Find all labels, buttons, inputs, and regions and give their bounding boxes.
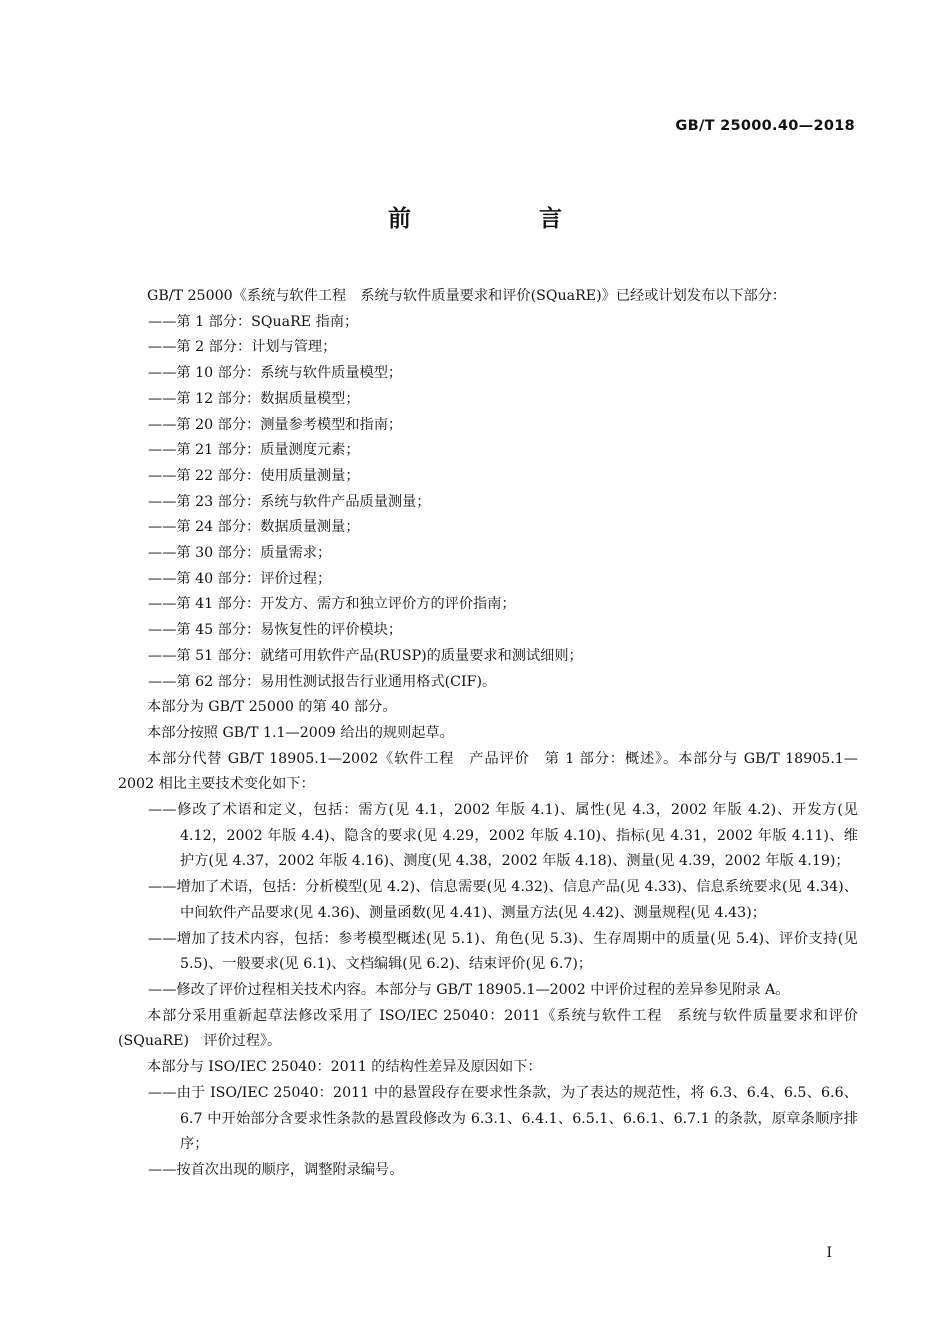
list-item: ——第 22 部分：使用质量测量； [148,467,360,484]
list-item: ——增加了术语，包括：分析模型(见 4.2)、信息需要(见 4.32)、信息产品(见 4.33)、信息系统要求(见 4.34)、中间软件产品要求(见 4.36)、测量函数(见 4.41)、测量方法(见 4.42)、测量规程(见 4.43)； [148,879,858,921]
list-item: ——增加了技术内容，包括：参考模型概述(见 5.1)、角色(见 5.3)、生存周期中的质量(见 5.4)、评价支持(见 5.5)、一般要求(见 6.1)、文档编辑(见 6.2)、结束评价(见 6.7)； [148,930,858,973]
list-item: ——第 10 部分：系统与软件质量模型； [148,365,403,382]
changes-list [118,798,858,1004]
adopt-paragraph: 本部分采用重新起草法修改采用了 ISO/IEC 25040：2011《系统与软件工程 系统与软件质量要求和评价(SQuaRE) 评价过程》。 [118,1007,858,1050]
list-item: ——第 20 部分：测量参考模型和指南； [148,416,403,433]
rules-paragraph: 本部分按照 GB/T 1.1—2009 给出的规则起草。 [147,724,454,741]
parts-list [118,310,858,696]
list-item: ——第 30 部分：质量需求； [148,545,332,562]
list-item: ——第 40 部分：评价过程； [148,570,332,587]
list-item: ——第 23 部分：系统与软件产品质量测量； [148,493,431,510]
list-item: ——按首次出现的顺序，调整附录编号。 [148,1161,404,1178]
list-item: ——修改了评价过程相关技术内容。本部分与 GB/T 18905.1—2002 中评价过程的差异参见附录 A。 [148,981,790,998]
list-item: ——第 21 部分：质量测度元素； [148,442,360,459]
list-item: ——第 24 部分：数据质量测量； [148,519,360,536]
part-of-paragraph: 本部分为 GB/T 25000 的第 40 部分。 [147,699,397,716]
standard-number: GB/T 25000.40—2018 [675,118,855,134]
replace-paragraph: 本部分代替 GB/T 18905.1—2002《软件工程 产品评价 第 1 部分：概述》。本部分与 GB/T 18905.1—2002 相比主要技术变化如下： [118,750,858,793]
list-item: ——第 51 部分：就绪可用软件产品(RUSP)的质量要求和测试细则； [148,647,583,664]
list-item: ——第 45 部分：易恢复性的评价模块； [148,622,403,639]
difference-paragraph: 本部分与 ISO/IEC 25040：2011 的结构性差异及原因如下： [147,1059,542,1076]
page-number: I [826,1245,832,1261]
differences-list [118,1081,858,1184]
list-item: ——第 1 部分：SQuaRE 指南； [148,313,359,330]
list-item: ——第 62 部分：易用性测试报告行业通用格式(CIF)。 [148,673,497,690]
list-item: ——第 2 部分：计划与管理； [148,339,337,356]
list-item: ——由于 ISO/IEC 25040：2011 中的悬置段存在要求性条款，为了表达的规范性，将 6.3、6.4、6.5、6.6、6.7 中开始部分含要求性条款的悬置段修改为 6.3.1、6.4.1、6.5.1、6.6.1、6.7.1 的条款，原章条顺序排序； [148,1084,858,1153]
list-item: ——第 12 部分：数据质量模型； [148,390,360,407]
foreword-body [118,284,858,1184]
list-item: ——修改了术语和定义，包括：需方(见 4.1，2002 年版 4.1)、属性(见 4.3，2002 年版 4.2)、开发方(见 4.12，2002 年版 4.4)、隐含的要求(见 4.29，2002 年版 4.10)、指标(见 4.31，2002 年版 4.11)、维护方(见 4.37，2002 年版 4.16)、测度(见 4.38，2002 年版 4.18)、测量(见 4.39，2002 年版 4.19)； [148,802,858,870]
intro-paragraph: GB/T 25000《系统与软件工程 系统与软件质量要求和评价(SQuaRE)》已经或计划发布以下部分： [147,288,787,304]
list-item: ——第 41 部分：开发方、需方和独立评价方的评价指南； [148,596,516,613]
page-title: 前 言 [387,206,622,232]
